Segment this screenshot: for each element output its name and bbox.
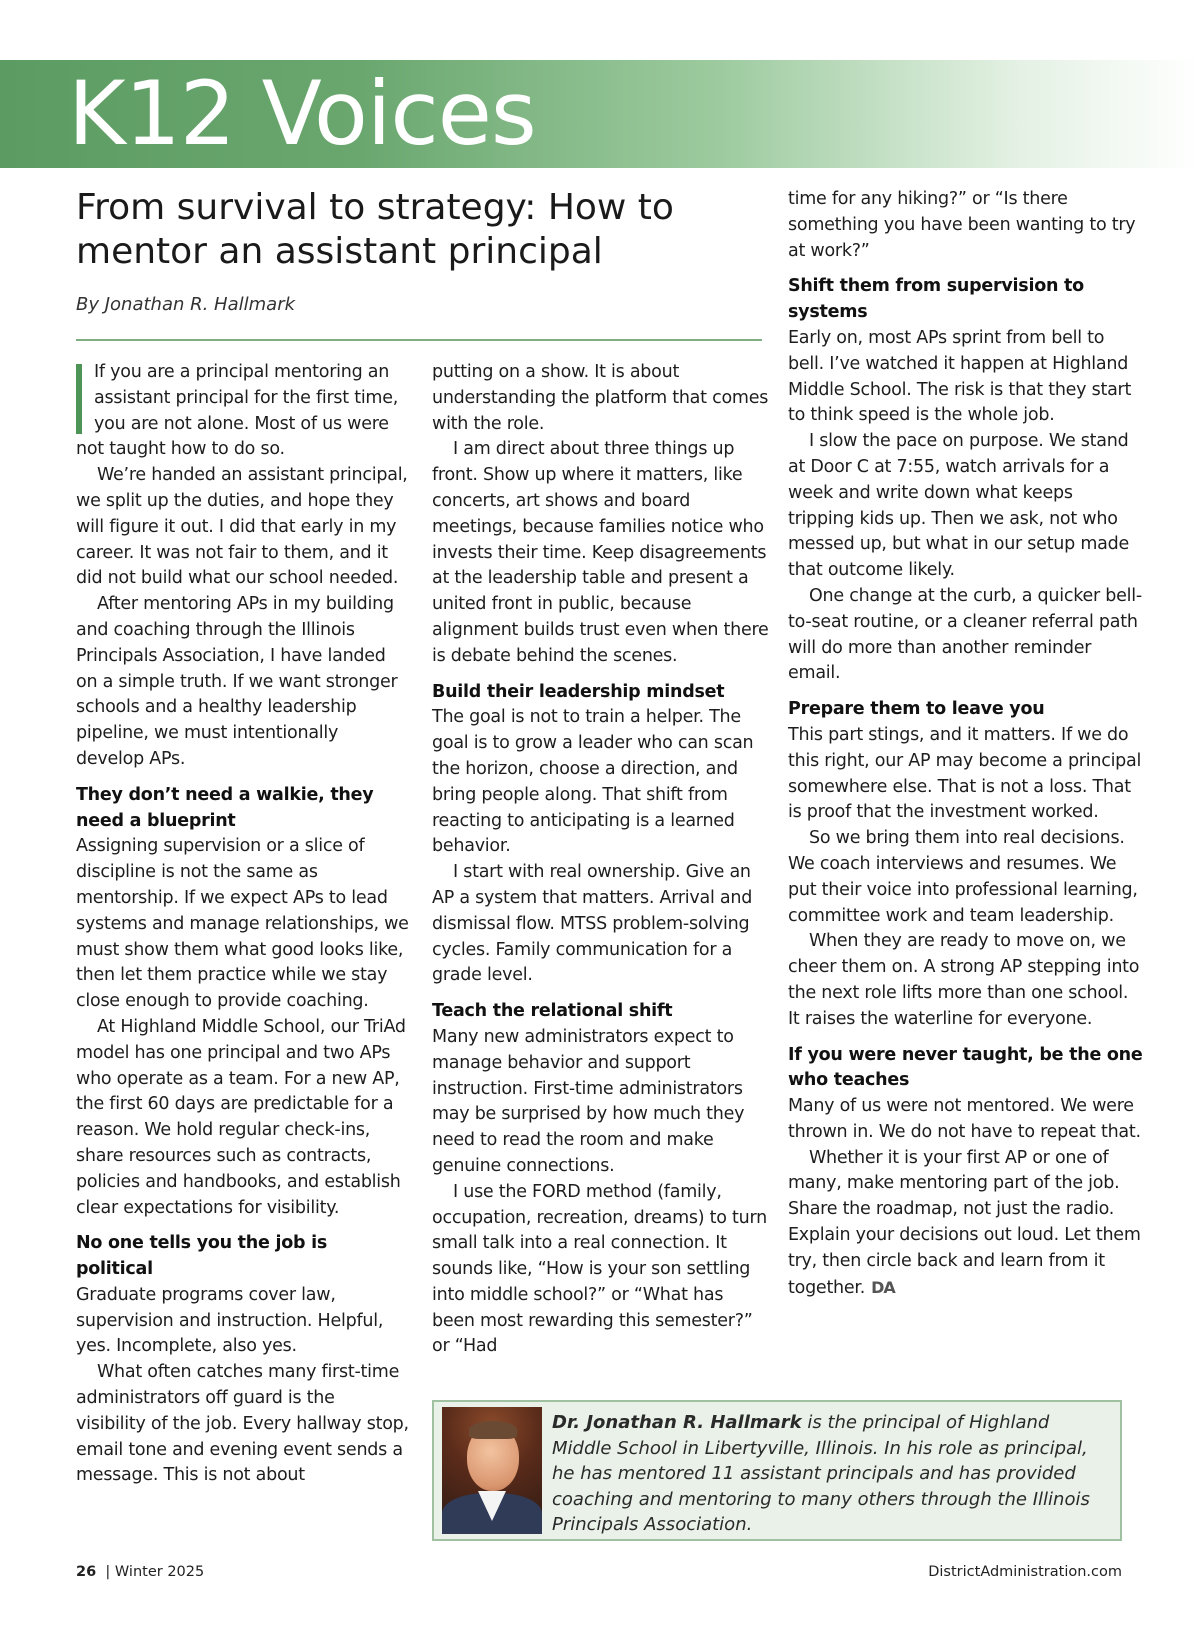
page-footer-left (76, 1564, 204, 1580)
article-column-1 (76, 360, 409, 1489)
paragraph: putting on a show. It is about understanding the platform that comes with the role. (432, 362, 769, 434)
author-bio-body: is the principal of Highland Middle School in Libertyville, Illinois. In his role as principal, he has mentored 11 assistant principals and has provided coaching and mentoring to many others through the Illinois Principals Association. (552, 1412, 1090, 1536)
author-bio-text (552, 1410, 1100, 1538)
paragraph: The goal is not to train a helper. The goal is to grow a leader who can scan the horizon, choose a direction, and bring people along. That shift from reacting to anticipating is a learned behavior. (432, 707, 754, 857)
paragraph: I am direct about three things up front. Show up where it matters, like concerts, art shows and board meetings, because families notice who invests their time. Keep disagreements at the leadership table and present a united front in public, because alignment builds trust even when there is debate behind the scenes. (432, 439, 769, 666)
page-number: 26 (76, 1564, 97, 1580)
author-name: Dr. Jonathan R. Hallmark (552, 1412, 802, 1433)
paragraph: So we bring them into real decisions. We coach interviews and resumes. We put their voice into professional learning, committee work and team leadership. (788, 828, 1138, 926)
paragraph: After mentoring APs in my building and coaching through the Illinois Principals Association, I have landed on a simple truth. If we want stronger schools and a healthy leadership pipeline, we must intentionally develop APs. (76, 594, 398, 769)
paragraph: I slow the pace on purpose. We stand at Door C at 7:55, watch arrivals for a week and write down what keeps tripping kids up. Then we ask, not who messed up, but what in our setup made that outcome likely. (788, 431, 1129, 581)
subheading: No one tells you the job is political (76, 1233, 328, 1280)
paragraph: At Highland Middle School, our TriAd model has one principal and two APs who operate as a team. For a new AP, the first 60 days are predictable for a reason. We hold regular check-ins, share resources such as contracts, policies and handbooks, and establish clear expectations for visibility. (76, 1016, 406, 1218)
article-column-2 (432, 360, 769, 1360)
paragraph: time for any hiking?” or “Is there something you have been wanting to try at work?” (788, 189, 1136, 261)
subheading: If you were never taught, be the one who teaches (788, 1044, 1143, 1091)
site-url: DistrictAdministration.com (928, 1564, 1122, 1580)
headline-divider (76, 339, 762, 341)
drop-cap-bar (76, 364, 82, 434)
paragraph: I use the FORD method (family, occupation, recreation, dreams) to turn small talk into a real connection. It sounds like, “How is your son settling into middle school?” or “What has been most rewarding this semester?” or “Had (432, 1181, 767, 1357)
paragraph-final (788, 1146, 1144, 1302)
paragraph: Graduate programs cover law, supervision and instruction. Helpful, yes. Incomplete, also yes. (76, 1284, 384, 1357)
subheading: Teach the relational shift (432, 1001, 673, 1022)
paragraph: What often catches many first-time administrators off guard is the visibility of the job. Every hallway stop, email tone and evening event sends a message. This is not about (76, 1362, 409, 1486)
issue-label: Winter 2025 (114, 1564, 205, 1580)
article-byline: By Jonathan R. Hallmark (76, 294, 296, 315)
subheading: Shift them from supervision to systems (788, 276, 1084, 323)
paragraph: Many new administrators expect to manage behavior and support instruction. First-time administrators may be surprised by how much they need to read the room and make genuine connections. (432, 1026, 745, 1176)
author-bio-box (432, 1400, 1122, 1541)
subheading: They don’t need a walkie, they need a blueprint (76, 784, 374, 831)
paragraph: We’re handed an assistant principal, we split up the duties, and hope they will figure it out. I did that early in my career. It was not fair to them, and it did not build what our school needed. (76, 465, 408, 589)
author-photo (442, 1407, 542, 1534)
paragraph: If you are a principal mentoring an assistant principal for the first time, you are not alone. Most of us were not taught how to do so. (76, 362, 399, 460)
paragraph: One change at the curb, a quicker bell-to-seat routine, or a cleaner referral path will do more than another reminder email. (788, 585, 1142, 684)
paragraph: Assigning supervision or a slice of discipline is not the same as mentorship. If we expect APs to lead systems and manage relationships, we must show them what good looks like, then let them practice while we stay close enough to provide coaching. (76, 836, 409, 1012)
article-column-3 (788, 187, 1144, 1301)
paragraph: I start with real ownership. Give an AP a system that matters. Arrival and dismissal flow. MTSS problem-solving cycles. Family communication for a grade level. (432, 862, 753, 986)
paragraph: When they are ready to move on, we cheer them on. A strong AP stepping into the next role lifts more than one school. It raises the waterline for everyone. (788, 931, 1140, 1029)
footer-separator: | (105, 1564, 111, 1580)
article-headline: From survival to strategy: How to mentor an assistant principal (76, 187, 674, 272)
section-title: K12 Voices (68, 62, 536, 165)
end-mark-logo: DA (871, 1277, 895, 1297)
paragraph-text: Whether it is your first AP or one of many, make mentoring part of the job. Share the roadmap, not just the radio. Explain your decisions out loud. Let them try, then circle back and learn from it together. (788, 1147, 1141, 1298)
subheading: Prepare them to leave you (788, 699, 1045, 720)
paragraph: Early on, most APs sprint from bell to bell. I’ve watched it happen at Highland Middle School. The risk is that they start to think speed is the whole job. (788, 327, 1132, 426)
paragraph: Many of us were not mentored. We were thrown in. We do not have to repeat that. (788, 1096, 1141, 1142)
paragraph: This part stings, and it matters. If we do this right, our AP may become a principal somewhere else. That is not a loss. That is proof that the investment worked. (788, 724, 1142, 823)
subheading: Build their leadership mindset (432, 681, 725, 702)
